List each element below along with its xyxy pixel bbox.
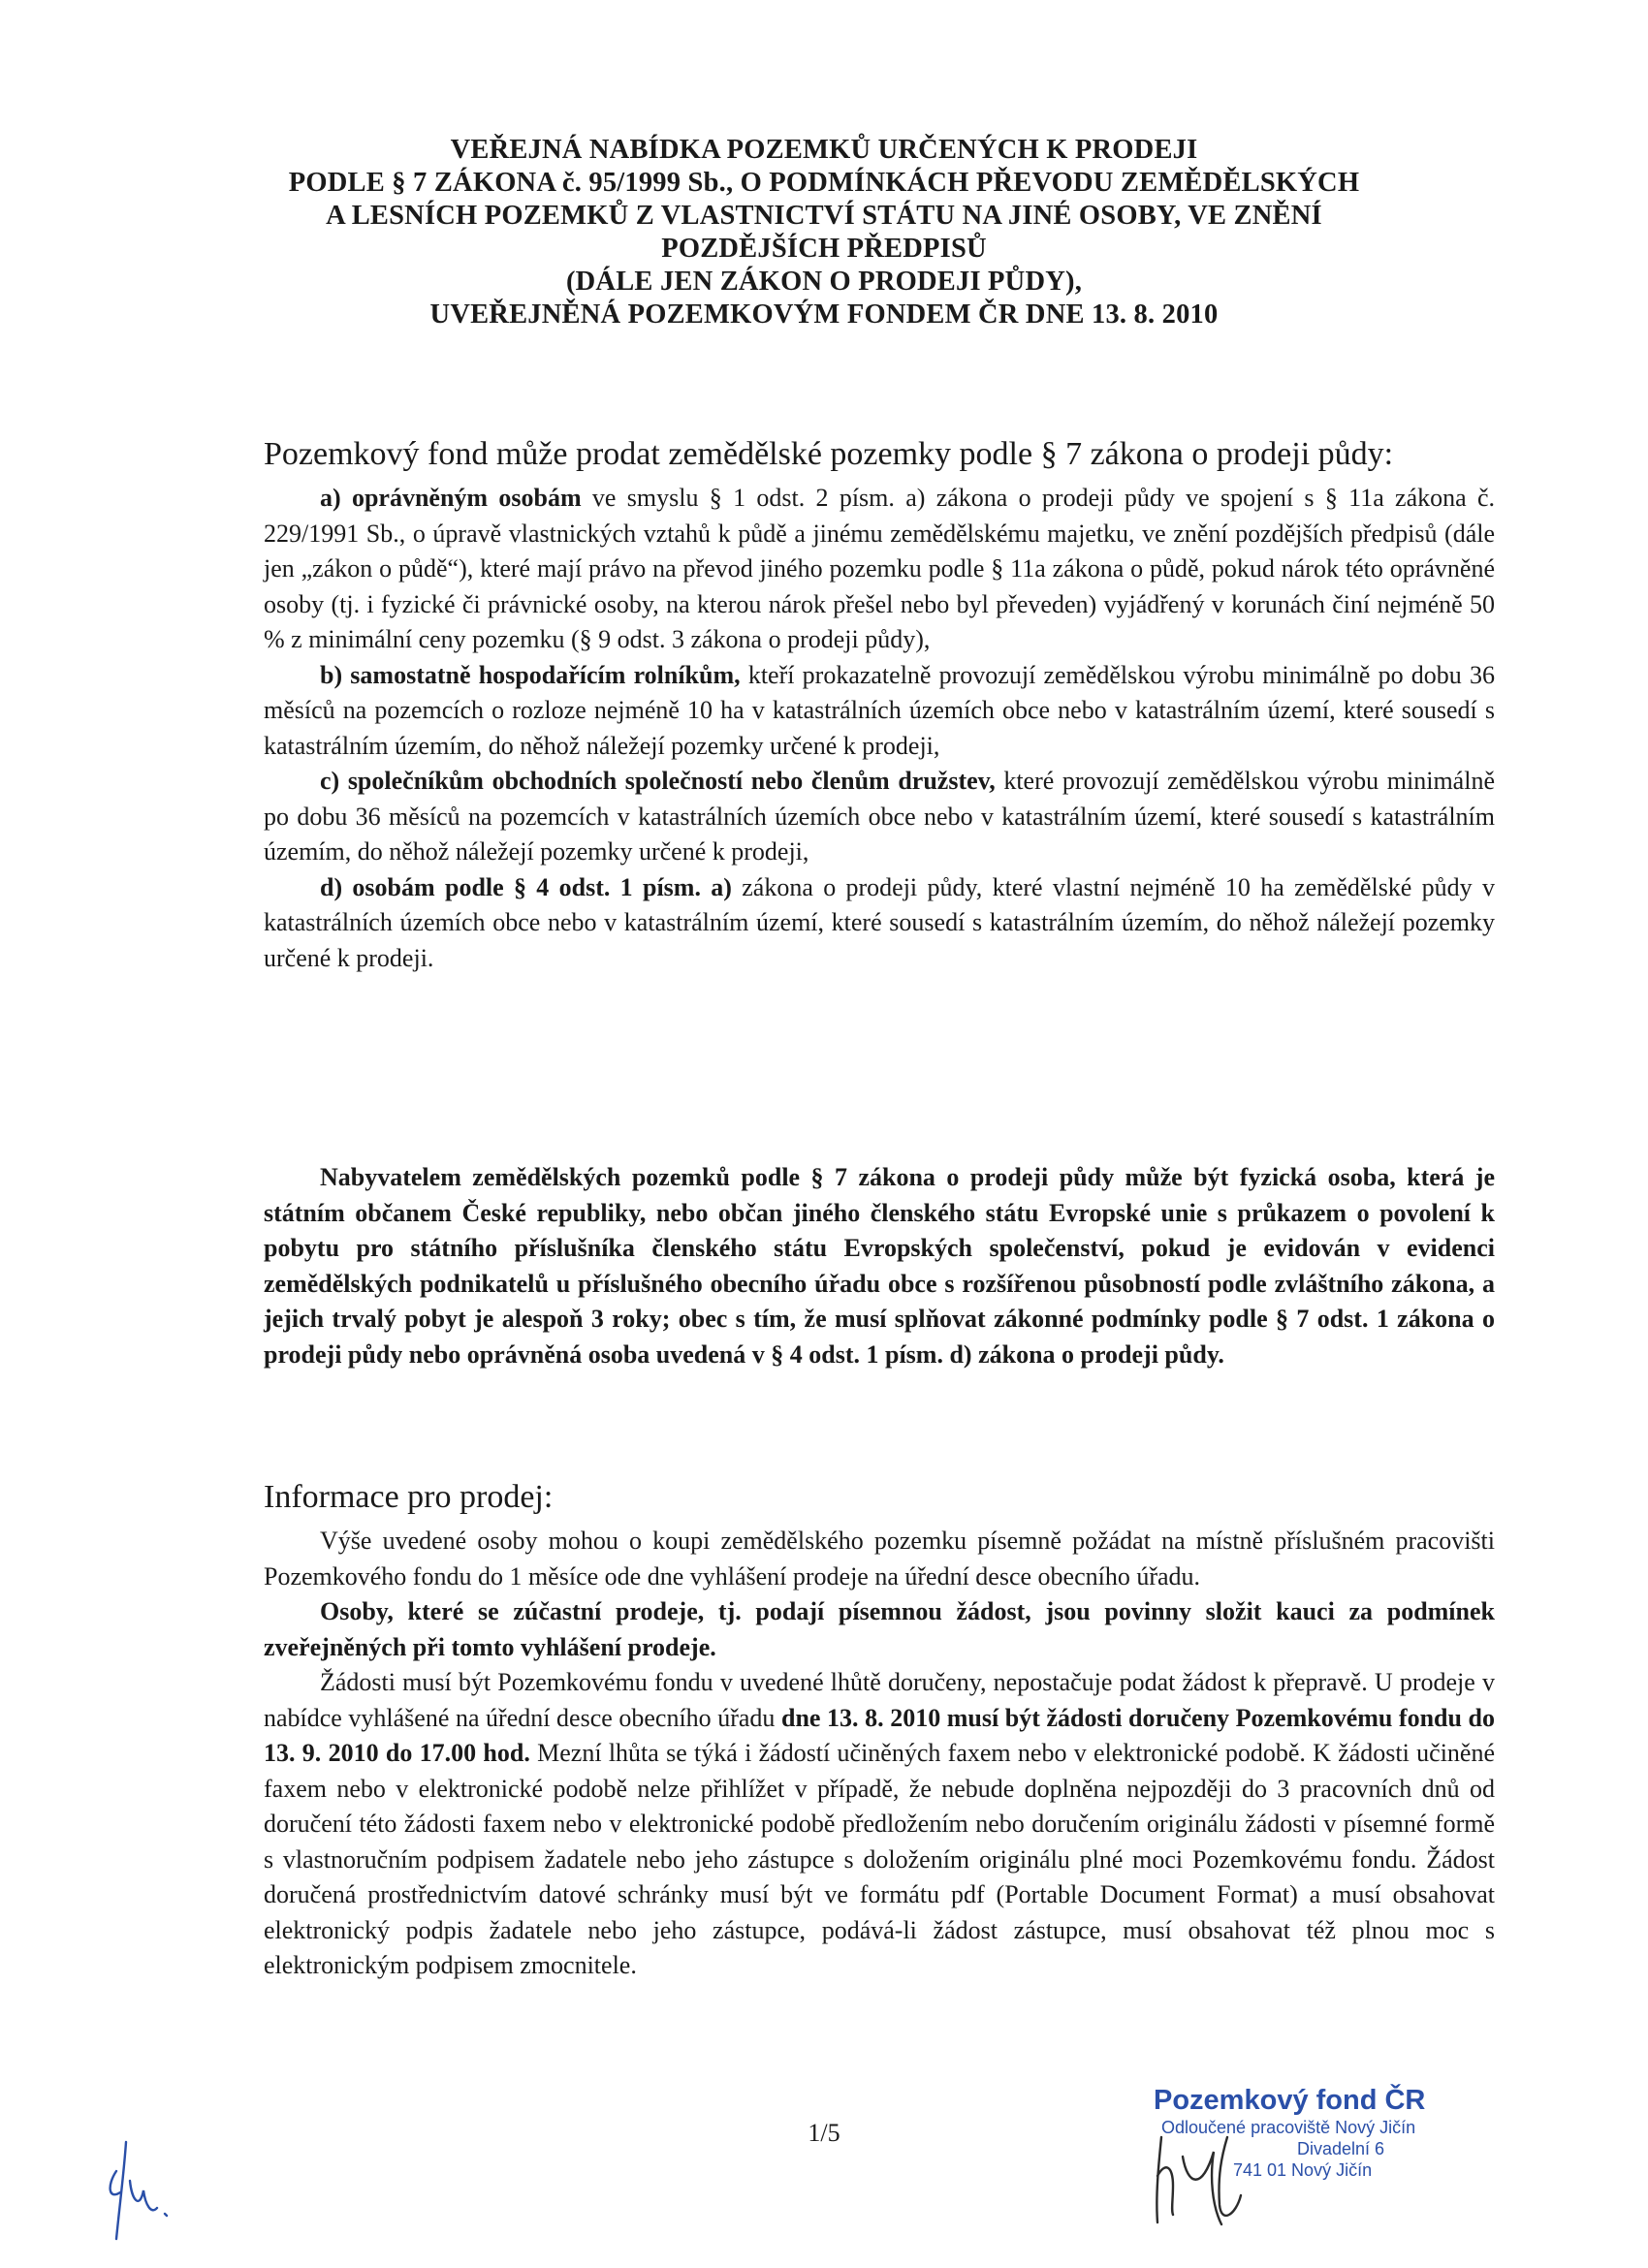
info-paragraph: Výše uvedené osoby mohou o koupi zemědělského pozemku písemně požádat na místně příslušném pracovišti Pozemkového fondu do 1 měsíce ode dne vyhlášení prodeje na úřední desce obecního úřadu. [264,1527,1495,1591]
intro-section [264,434,1495,976]
eligibility-paragraph: Nabyvatelem zemědělských pozemků podle § 7 zákona o prodeji půdy může být fyzická osoba, která je státním občanem České republiky, nebo občan jiného členského státu Evropské unie s průkazem o povolení k pobytu pro státního příslušníka členského státu Evropských společenství, pokud je evidován v evidenci zemědělských podnikatelů u příslušného obecního úřadu obce s rozšířenou působností podle zvláštního zákona, a jejich trvalý pobyt je alespoň 3 roky; obec s tím, že musí splňovat zákonné podmínky podle § 7 odst. 1 zákona o prodeji půdy nebo oprávněná osoba uvedená v § 4 odst. 1 písm. d) zákona o prodeji půdy. [264,1163,1495,1369]
document-header [223,134,1425,331]
list-item-label: d) osobám podle § 4 odst. 1 písm. a) [320,872,732,901]
list-item-label: a) oprávněným osobám [320,484,582,512]
initials-icon [97,2132,184,2249]
header-line: POZDĚJŠÍCH PŘEDPISŮ [661,234,987,264]
page-number: 1/5 [808,2119,840,2147]
list-item [264,764,1495,870]
info-heading: Informace pro prodej: [264,1479,554,1515]
header-line: UVEŘEJNĚNÁ POZEMKOVÝM FONDEM ČR DNE 13. 8. 2010 [429,299,1219,330]
list-item-text: ve smyslu § 1 odst. 2 písm. a) zákona o prodeji půdy ve spojení s § 11a zákona č. 229/1991 Sb., o úpravě vlastnických vztahů k půdě a jinému zemědělskému majetku, ve znění pozdějších předpisů (dále jen „zákon o půdě“), které mají právo na převod jiného pozemku podle § 11a zákona o půdě, pokud nárok této oprávněné osoby (tj. i fyzické či právnické osoby, na kterou nárok přešel nebo byl převeden) vyjádřený v korunách činí nejméně 50 % z minimální ceny pozemku (§ 9 odst. 3 zákona o prodeji půdy), [264,484,1496,653]
list-item [264,658,1495,765]
header-line: VEŘEJNÁ NABÍDKA POZEMKŮ URČENÝCH K PRODEJI [450,135,1198,165]
header-line: A LESNÍCH POZEMKŮ Z VLASTNICTVÍ STÁTU NA JINÉ OSOBY, VE ZNĚNÍ [326,201,1322,231]
list-item-text: zákona o prodeji půdy, které vlastní nejméně 10 ha zemědělské půdy v katastrálních územích obce nebo v katastrálním území, které sousedí s katastrálním územím, do něhož náležejí pozemky určené k prodeji. [264,872,1495,972]
list-item-label: b) samostatně hospodařícím rolníkům, [320,660,741,689]
list-item [264,481,1495,658]
info-paragraph [264,1665,1495,1984]
deadline-text: dne 13. 8. 2010 musí být žádosti doručeny Pozemkovému fondu do 13. 9. 2010 do 17.00 hod. [264,1703,1495,1767]
list-item-label: c) společníkům obchodních společností nebo členům družstev, [320,767,996,795]
info-text: Mezní lhůta se týká i žádostí učiněných faxem nebo v elektronické podobě. K žádosti učiněné faxem nebo v elektronické podobě nelze přihlížet v případě, že nebude doplněna nejpozději do 3 pracovních dnů od doručení této žádosti faxem nebo v elektronické podobě předložením nebo doručením originálu žádosti v písemné formě s vlastnoručním podpisem žadatele nebo jeho zástupce s doložením originálu plné moci Pozemkovému fondu. Žádost doručená prostřednictvím datové schránky musí být ve formátu pdf (Portable Document Format) a musí obsahovat elektronický podpis žadatele nebo jeho zástupce, podává-li žádost zástupce, musí obsahovat též plnou moc s elektronickým podpisem zmocnitele. [264,1739,1495,1979]
info-section [264,1477,1495,1984]
intro-lead: Pozemkový fond může prodat zemědělské pozemky podle § 7 zákona o prodeji půdy: [264,436,1394,472]
header-line: PODLE § 7 ZÁKONA č. 95/1999 Sb., O PODMÍNKÁCH PŘEVODU ZEMĚDĚLSKÝCH [288,168,1360,198]
list-item [264,870,1495,977]
stamp-line: Odloučené pracoviště Nový Jičín [1161,2118,1416,2137]
stamp-line: 741 01 Nový Jičín [1233,2160,1373,2180]
list-item-text: kteří prokazatelně provozují zemědělskou výrobu minimálně po dobu 36 měsíců na pozemcích o rozloze nejméně 10 ha v katastrálních územích obce nebo v katastrálním území, které sousedí s katastrálním územím, do něhož náležejí pozemky určené k prodeji, [264,660,1495,760]
stamp-line: Divadelní 6 [1297,2139,1385,2158]
stamp-title: Pozemkový fond ČR [1154,2085,1426,2116]
info-text: Žádosti musí být Pozemkovému fondu v uvedené lhůtě doručeny, nepostačuje podat žádost k přepravě. U prodeje v nabídce vyhlášené na úřední desce obecního úřadu [264,1668,1495,1732]
signature-icon [1144,2118,1280,2234]
header-line: (DÁLE JEN ZÁKON O PRODEJI PŮDY), [565,267,1083,297]
info-bold-text: Osoby, které se zúčastní prodeje, tj. podají písemnou žádost, jsou povinny složit kauci za podmínek zveřejněných při tomto vyhlášení prodeje. [264,1597,1495,1661]
info-paragraph-bold [264,1594,1495,1665]
list-item-text: které provozují zemědělskou výrobu minimálně po dobu 36 měsíců na pozemcích v katastrálních územích obce nebo v katastrálním území, které sousedí s katastrálním územím, do něhož náležejí pozemky určené k prodeji, [264,767,1495,866]
